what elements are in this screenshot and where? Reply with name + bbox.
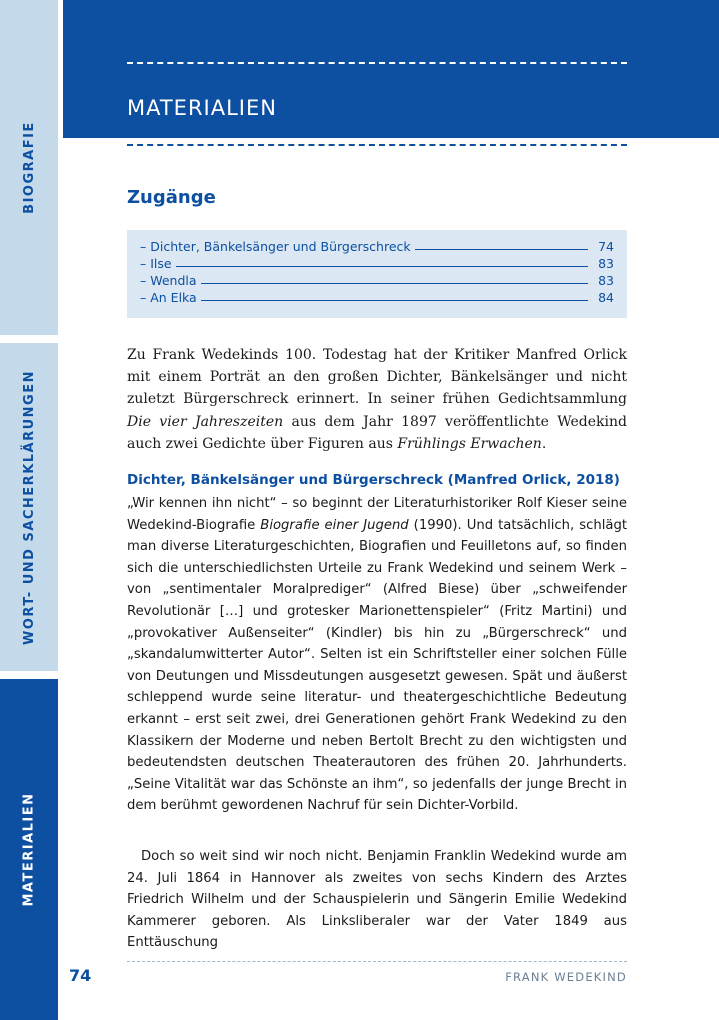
toc-item-label: – An Elka [140,290,197,305]
table-of-contents [127,230,627,318]
intro-text: Zu Frank Wedekinds 100. Todestag hat der Kritiker Manfred Orlick mit einem Porträt an den großen Dichter, Bänkelsänger und nicht zuletzt Bürgerschreck erinnert. In seiner frühen Gedichtsammlung [127,347,627,408]
article-text: „Wir kennen ihn nicht“ – so beginnt der Literaturhistoriker Rolf Kieser seine Wedekind-Biografie [127,496,627,533]
toc-item-page: 83 [598,256,614,271]
toc-item[interactable] [140,288,614,305]
sidebar [0,0,58,1020]
tab-biografie-label: BIOGRAFIE [21,121,37,214]
intro-play-title: Frühlings Erwachen [397,435,542,452]
toc-leader-line [201,300,588,301]
header-dashed-rule-bottom [127,144,627,146]
section-title: Zugänge [127,187,216,208]
page-number: 74 [69,966,92,985]
article-paragraph: Doch so weit sind wir noch nicht. Benjamin Franklin Wedekind wurde am 24. Juli 1864 in Hannover als zweites von sechs Kindern des Arztes Friedrich Wilhelm und der Schauspielerin und Sängerin Emilie Wedekind Kammerer geboren. Als Linksliberaler war der Vater 1849 aus Enttäuschung [127,849,627,951]
toc-item-label: – Dichter, Bänkelsänger und Bürgerschreck [140,239,411,254]
running-title: FRANK WEDEKIND [505,970,627,984]
header-dashed-rule-top [127,62,627,64]
intro-paragraph [127,344,627,455]
article-text: (1990). Und tatsächlich, schlägt man diverse Literaturgeschichten, Biografien und Feuilletons auf, so finden sich die unterschiedlichsten Urteile zu Frank Wedekind und seinem Werk – von „sentimentaler Moralprediger“ (Alfred Biese) über „schweifender Revolutionär […] und grotesker Marionettenspieler“ (Fritz Martini) und „provokativer Außenseiter“ (Kindler) bis hin zu „Bürgerschreck“ und „skandalumwitterter Autor“. Selten ist ein Schriftsteller einer solchen Fülle von Deutungen und Missdeutungen ausgesetzt gewesen. Spät und äußerst schleppend wurde seine literatur- und theatergeschichtliche Bedeutung erkannt – erst seit zwei, drei Generationen gehört Frank Wedekind zu den Klassikern der Moderne und neben Bertolt Brecht zu den wichtigsten und bedeutendsten deutschen Theaterautoren des frühen 20. Jahrhunderts. „Seine Vitalität war das Schönste an ihm“, so jedenfalls der junge Brecht in dem berühmt gewordenen Nachruf für sein Dichter-Vorbild. [127,517,627,814]
toc-leader-line [176,266,589,267]
article-paragraph [127,493,627,817]
tab-wort-label: WORT- UND SACHERKLÄRUNGEN [21,369,37,645]
toc-item-page: 74 [598,239,614,254]
toc-item[interactable] [140,271,614,288]
toc-item[interactable] [140,254,614,271]
article-book-title: Biografie einer Jugend [260,517,409,533]
toc-item[interactable] [140,237,614,254]
footer-dashed-rule [127,961,627,962]
tab-wort-und-sacherklaerungen[interactable] [0,343,58,671]
toc-item-page: 84 [598,290,614,305]
toc-item-label: – Ilse [140,256,172,271]
intro-text: . [541,435,547,452]
toc-item-page: 83 [598,273,614,288]
tab-biografie[interactable] [0,0,58,335]
toc-leader-line [415,249,588,250]
chapter-title: MATERIALIEN [127,96,277,120]
intro-text: aus dem Jahr 1897 veröffentlichte Wedekind auch zwei Gedichte über Figuren aus [127,413,627,452]
toc-leader-line [201,283,589,284]
intro-book-title: Die vier Jahreszeiten [127,413,284,430]
article-title: Dichter, Bänkelsänger und Bürgerschreck (Manfred Orlick, 2018) [127,472,620,488]
tab-materialien-label: MATERIALIEN [21,792,37,907]
tab-materialien[interactable] [0,679,58,1020]
toc-item-label: – Wendla [140,273,197,288]
